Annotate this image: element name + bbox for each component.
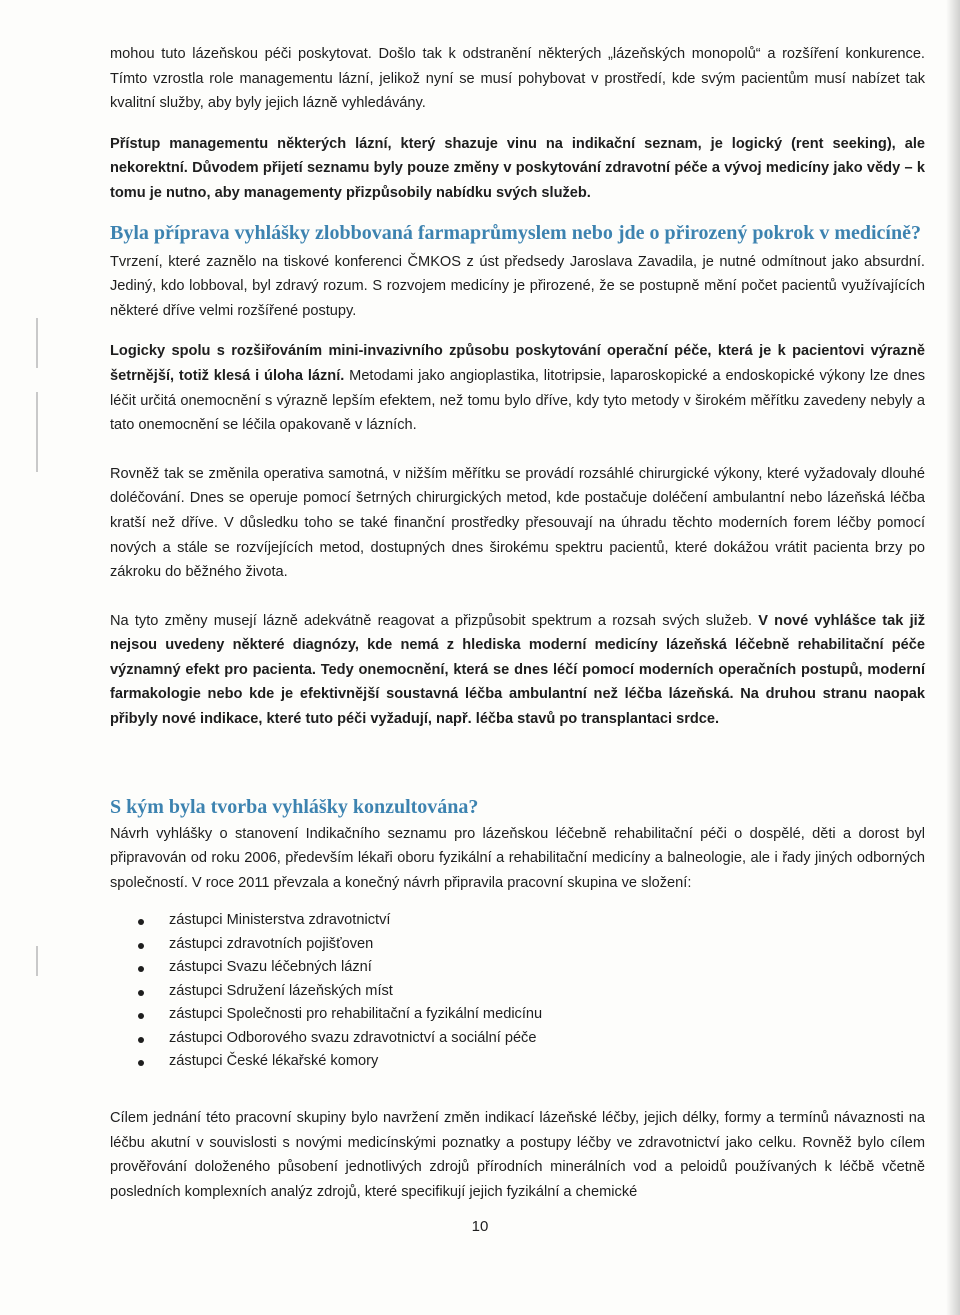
- intro-paragraph: mohou tuto lázeňskou péči poskytovat. Došlo tak k odstranění některých „lázeňských monopolů“ a rozšíření konkurence. Tímto vzrostla role managementu lázní, jelikož nyní se musí pohybovat v prostředí, kde svým pacientům musí nabízet tak kvalitní služby, aby byly jejich lázně vyhledávány.: [110, 46, 925, 112]
- lobbying-paragraph-2: [110, 339, 925, 437]
- scan-edge-shadow: [946, 0, 960, 1315]
- page-number: 10: [471, 1218, 489, 1235]
- lobbying-paragraph-2-bold: Logicky spolu s rozšiřováním mini-invazivního způsobu poskytování operační péče, která je k pacientovi výrazně šetrnější, totiž klesá i úloha lázní.: [110, 343, 925, 384]
- list-item: zástupci Společnosti pro rehabilitační a fyzikální medicínu: [110, 1003, 925, 1027]
- list-item: zástupci zdravotních pojišťoven: [110, 933, 925, 957]
- lobbying-paragraph-4-bold: V nové vyhlášce tak již nejsou uvedeny některé diagnózy, kde nemá z hlediska moderní medicíny lázeňská léčebně rehabilitační péče významný efekt pro pacienta. Tedy onemocnění, která se dnes léčí pomocí moderních operačních postupů, moderní farmakologie nebo kde je efektivnější soustavná léčba ambulantní než léčba lázeňská. Na druhou stranu naopak přibyly nové indikace, které tuto péči vyžadují, např. léčba stavů po transplantaci srdce.: [110, 612, 925, 728]
- working-group-list: [110, 909, 925, 1074]
- list-item: zástupci Odborového svazu zdravotnictví a sociální péče: [110, 1027, 925, 1051]
- lobbying-paragraph-4: [110, 609, 925, 732]
- list-item: zástupci České lékařské komory: [110, 1050, 925, 1074]
- section-heading-lobbying: Byla příprava vyhlášky zlobbovaná farmaprůmyslem nebo jde o přirozený pokrok v medicíně?: [110, 221, 921, 244]
- consultation-paragraph-2: Cílem jednání této pracovní skupiny bylo navržení změn indikací lázeňské léčby, jejich délky, formy a termínů návaznosti na léčbu akutní v souvislosti s novými medicínskými poznatky a postupy léčby ve zdravotnictví jako celku. Rovněž bylo cílem prověřování doloženého působení jednotlivých zdrojů přírodních minerálních vod a peloidů používaných k léčbě včetně posledních komplexních analýz zdrojů, které specifikují jejich fyzikální a chemické: [110, 1109, 925, 1200]
- lobbying-paragraph-2-rest: Metodami jako angioplastika, litotripsie, laparoskopické a endoskopické výkony lze dnes léčit určitá onemocnění s výrazně lepším efektem, než tomu bylo dříve, kdy tyto metody v širokém měřítku zavedeny nebyly a tato onemocnění se léčila opakovaně v lázních.: [110, 367, 925, 434]
- section-heading-consultation: S kým byla tvorba vyhlášky konzultována?: [110, 795, 479, 818]
- list-item: zástupci Ministerstva zdravotnictví: [110, 909, 925, 933]
- lobbying-paragraph-4-plain: Na tyto změny musejí lázně adekvátně reagovat a přizpůsobit spektrum a rozsah svých služeb.: [110, 612, 759, 629]
- scan-margin-mark: [36, 392, 38, 472]
- lobbying-paragraph-1: Tvrzení, které zaznělo na tiskové konferenci ČMKOS z úst předsedy Jaroslava Zavadila, je nutné odmítnout jako absurdní. Jediný, kdo lobboval, byl zdravý rozum. S rozvojem medicíny je přirozené, že se postupně mění počet pacientů využívajících některé dříve velmi rozšířené postupy.: [110, 253, 925, 319]
- lobbying-paragraph-3: Rovněž tak se změnila operativa samotná, v nižším měřítku se provádí rozsáhlé chirurgické výkony, které vyžadovaly dlouhé doléčování. Dnes se operuje pomocí šetrných chirurgických metod, kde postačuje doléčení ambulantní nebo lázeňská léčba kratší než dříve. V důsledku toho se také finanční prostředky přesouvají na úhradu těchto moderních forem léčby pomocí nových a stále se rozvíjejících metod, dostupných dnes širokému spektru pacientů, které dokážou vrátit pacienta brzy po zákroku do běžného života.: [110, 465, 925, 581]
- list-item: zástupci Svazu léčebných lázní: [110, 956, 925, 980]
- list-item: zástupci Sdružení lázeňských míst: [110, 980, 925, 1004]
- scan-margin-mark: [36, 318, 38, 368]
- consultation-paragraph-1: Návrh vyhlášky o stanovení Indikačního seznamu pro lázeňskou léčebně rehabilitační péči o dospělé, děti a dorost byl připravován od roku 2006, především lékaři oboru fyzikální a rehabilitační medicíny a balneologie, ale i řady jiných odborných společností. V roce 2011 převzala a konečný návrh připravila pracovní skupina ve složení:: [110, 825, 925, 891]
- scan-margin-mark: [36, 946, 38, 976]
- management-bold-text: Přístup managementu některých lázní, který shazuje vinu na indikační seznam, je logický (rent seeking), ale nekorektní. Důvodem přijetí seznamu byly pouze změny v poskytování zdravotní péče a vývoj medicíny jako vědy – k tomu je nutno, aby managementy přizpůsobily nabídku svých služeb.: [110, 135, 925, 201]
- document-page: [110, 42, 925, 1204]
- management-paragraph: [110, 132, 925, 206]
